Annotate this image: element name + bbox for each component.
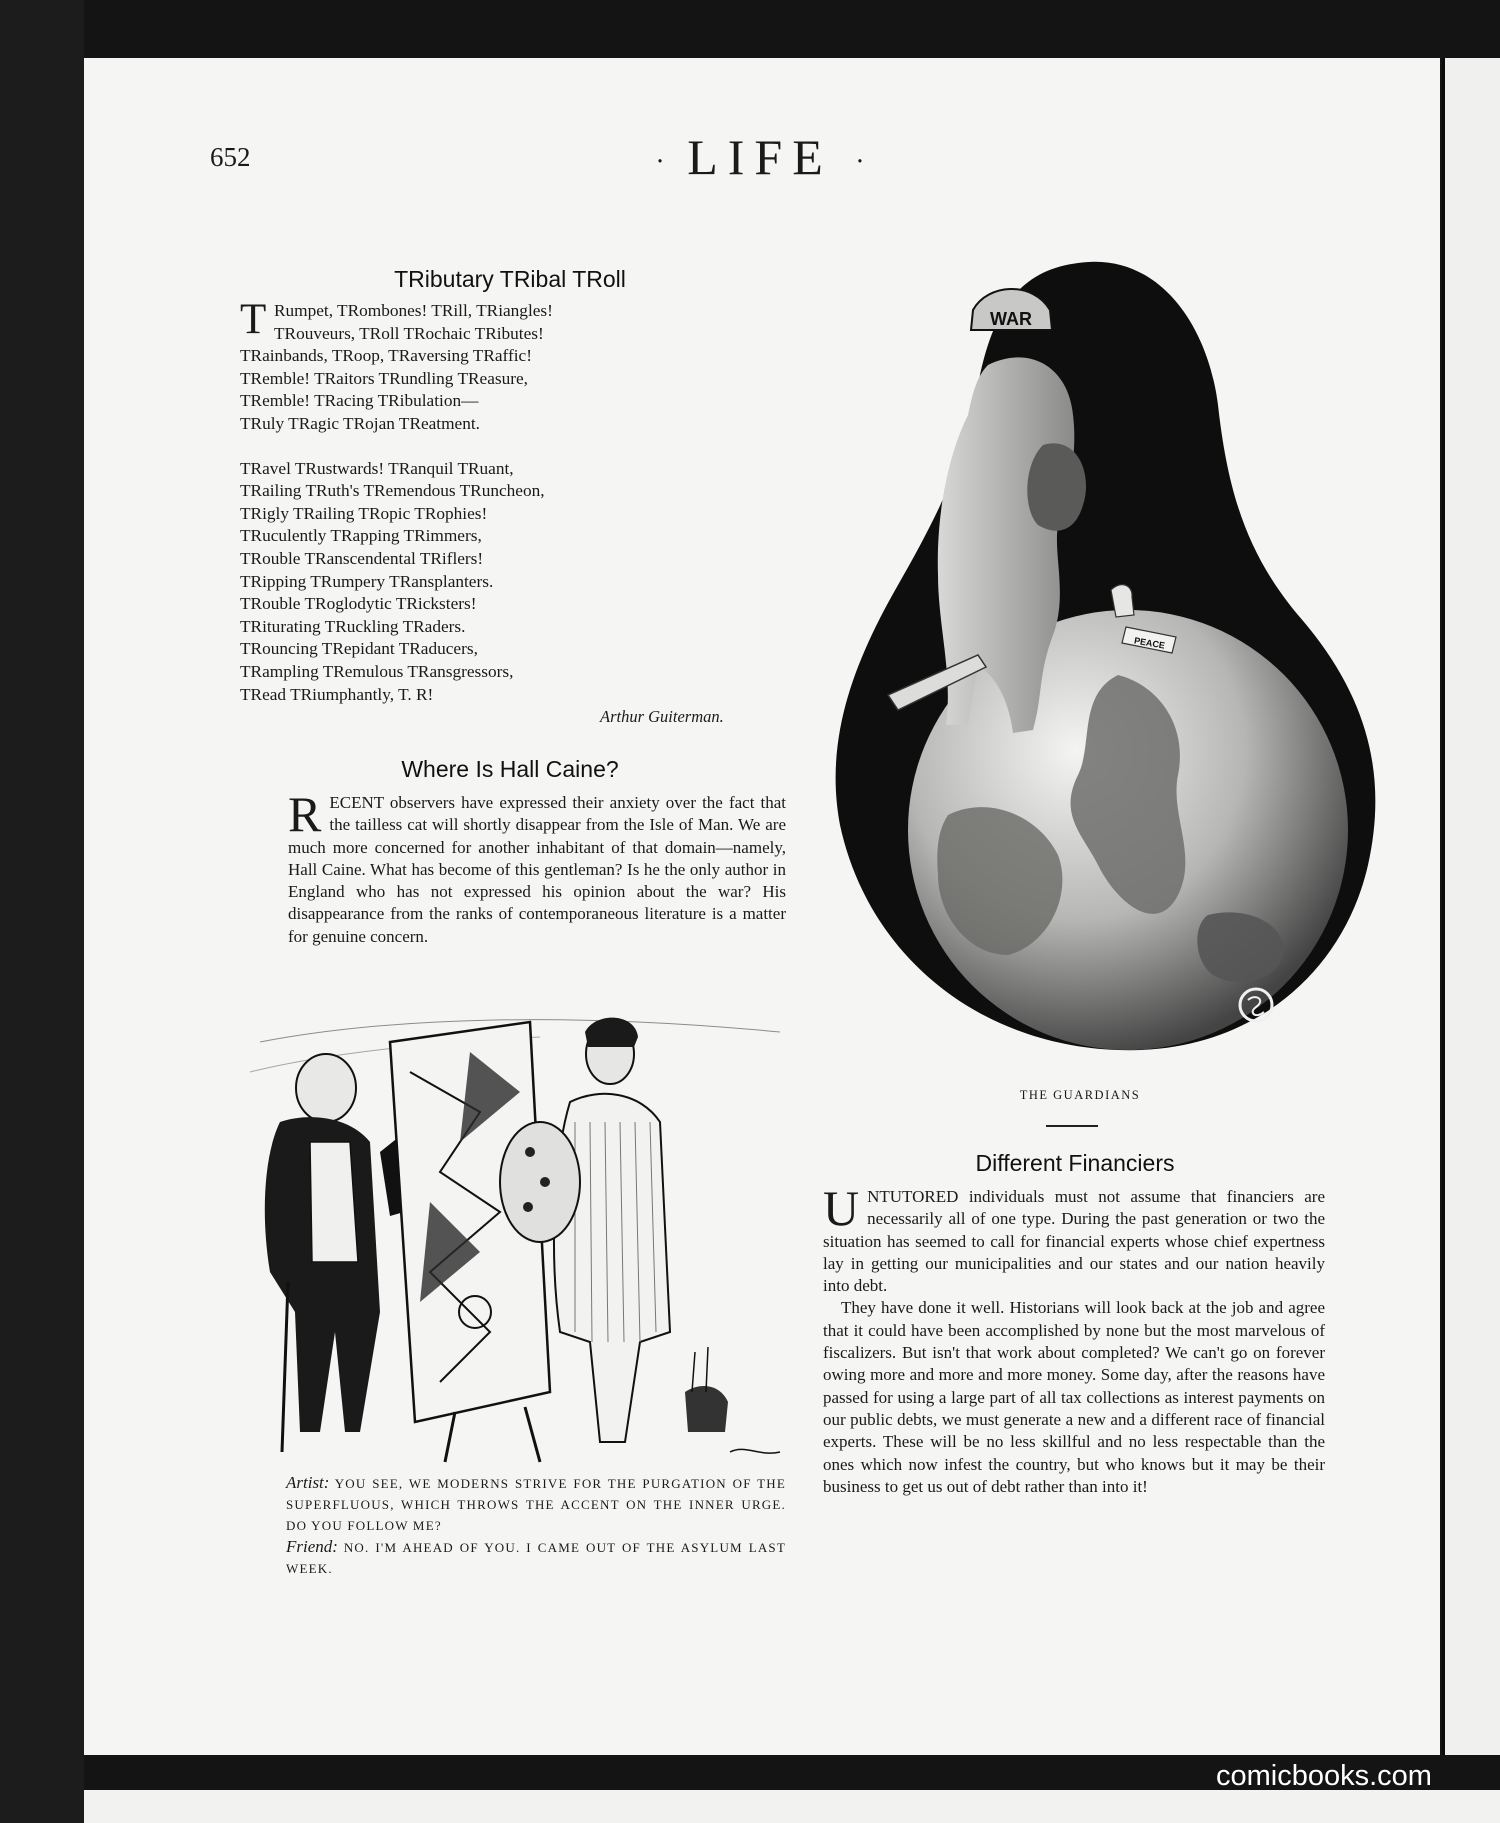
adjacent-page-edge xyxy=(1442,58,1500,1755)
poem-line: TRailing TRuth's TRemendous TRuncheon, xyxy=(240,481,545,501)
label-war: WAR xyxy=(990,309,1032,329)
masthead-dot-right: · xyxy=(855,146,865,178)
poem-line: TRemble! TRaitors TRundling TReasure, xyxy=(240,368,528,388)
artist-signature-mark xyxy=(730,1449,780,1453)
article-body-financiers xyxy=(823,1180,1325,1498)
poem-line: TRead TRiumphantly, T. R! xyxy=(240,684,434,704)
artist-line: YOU SEE, WE MODERNS STRIVE FOR THE PURGATION OF THE SUPERFLUOUS, WHICH THROWS THE ACCENT ON THE INNER URGE. DO YOU FOLLOW ME? xyxy=(286,1476,787,1533)
poem-line: TRampling TRemulous TRansgressors, xyxy=(240,661,514,681)
poem-line: TRouncing TRepidant TRaducers, xyxy=(240,639,478,659)
poem-line: TRemble! TRacing TRibulation— xyxy=(240,391,479,411)
watermark: comicbooks.com xyxy=(1216,1760,1432,1792)
poem-stanza-1 xyxy=(240,296,780,436)
bulldog-head-shadow xyxy=(1027,443,1086,530)
poem-line: TRigly TRailing TRopic TRophies! xyxy=(240,503,488,523)
poem-dropcap: T xyxy=(240,296,267,343)
dropcap-r: R xyxy=(288,786,322,842)
financiers-paragraph-1: NTUTORED individuals must not assume that financiers are necessarily all of one type. During the past generation or two the situation has seemed to call for financial experts whose chief expertness lay in getting our municipalities and our states and our nation heavily into debt. xyxy=(823,1187,1325,1296)
article-title-financiers: Different Financiers xyxy=(975,1150,1175,1176)
artist-cartoon-caption xyxy=(286,1472,786,1579)
masthead-title: LIFE xyxy=(687,129,833,185)
poem-author: Arthur Guiterman. xyxy=(600,707,724,726)
walking-cane xyxy=(282,1282,288,1452)
poem-body xyxy=(240,296,780,706)
guardians-caption: THE GUARDIANS xyxy=(1019,1088,1141,1102)
poem-title: TRibutary TRibal TRoll xyxy=(394,266,626,292)
poem-stanza-2 xyxy=(240,458,780,707)
poem-line: T Rumpet, TRombones! TRill, TRiangles! xyxy=(240,296,553,343)
poem-line: TRipping TRumpery TRansplanters. xyxy=(240,571,494,591)
label-peace: PEACE xyxy=(1133,635,1166,651)
easel-legs xyxy=(445,1407,540,1462)
poem-line: TRuculently TRapping TRimmers, xyxy=(240,526,482,546)
poem-line: TRuly TRagic TRojan TReatment. xyxy=(240,413,480,433)
poem-line: TRainbands, TRoop, TRaversing TRaffic! xyxy=(240,346,532,366)
speaker-artist: Artist: xyxy=(286,1473,330,1492)
paint-pot xyxy=(685,1386,728,1432)
page-number: 652 xyxy=(210,142,251,172)
article-title-hall-caine: Where Is Hall Caine? xyxy=(401,756,619,782)
article-text-hall-caine: ECENT observers have expressed their anxiety over the fact that the tailless cat will shortly disappear from the Isle of Man. We are much more concerned for another inhabitant of that domain—namely, Hall Caine. What has become of this gentleman? Is he the only author in England who has not expressed his opinion about the war? His disappearance from the ranks of contemporaneous literature is a matter for genuine concern. xyxy=(288,793,786,946)
dropcap-u: U xyxy=(823,1180,860,1236)
article-body-hall-caine xyxy=(288,786,786,948)
poem-line: TRouveurs, TRoll TRochaic TRibutes! xyxy=(274,323,544,343)
artist-cartoon xyxy=(240,1012,796,1470)
masthead-dot-left: · xyxy=(655,146,665,178)
financiers-paragraph-2: They have done it well. Historians will look back at the job and agree that it could have been accomplished by none but the most marvelous of fiscalizers. But isn't that work about completed? We can't go on forever owing more and more and more money. Some day, after the reasons have passed for using a large part of all tax collections as interest payments on our public debts, we must generate a new and a different race of financial experts. These will be no less skillful and no less respectable than the ones which now infest the country, but who knows but it may be their business to get us out of debt rather than into it! xyxy=(823,1298,1325,1496)
poem-line: TRavel TRustwards! TRanquil TRuant, xyxy=(240,458,514,478)
friend-vest xyxy=(310,1142,358,1262)
next-page-strip xyxy=(84,1790,1500,1823)
poem-line: TRouble TRanscendental TRiflers! xyxy=(240,548,484,568)
poem-line: TRouble TRoglodytic TRicksters! xyxy=(240,594,477,614)
poem-line: TRiturating TRuckling TRaders. xyxy=(240,616,466,636)
friend-head xyxy=(296,1054,356,1122)
masthead xyxy=(600,128,920,186)
guardians-illustration xyxy=(828,255,1388,1063)
speaker-friend: Friend: xyxy=(286,1537,338,1556)
section-divider xyxy=(1046,1125,1098,1127)
friend-line: NO. I'M AHEAD OF YOU. I CAME OUT OF THE ASYLUM LAST WEEK. xyxy=(286,1540,786,1576)
scan-border xyxy=(0,0,84,1823)
